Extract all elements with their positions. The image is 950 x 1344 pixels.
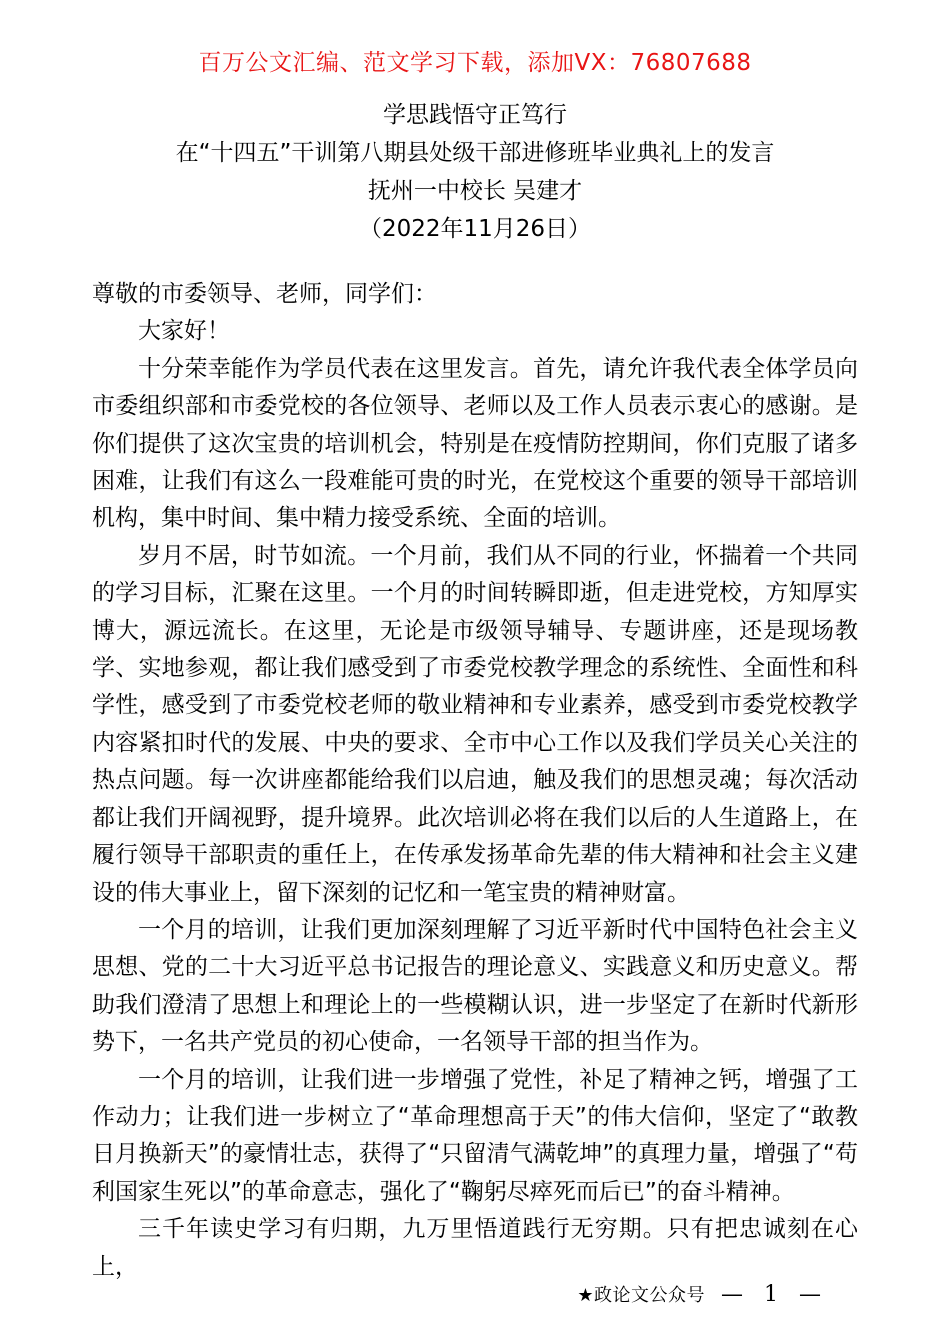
doc-subtitle: 在“十四五”干训第八期县处级干部进修班毕业典礼上的发言 xyxy=(175,140,775,166)
page-footer xyxy=(577,1281,828,1307)
paragraph-closing-line: 三千年读史学习有归期，九万里悟道践行无穷期。只有把忠诚刻在心上， xyxy=(92,1216,858,1280)
page-number: — 1 — xyxy=(721,1282,828,1307)
paragraph-salutation: 尊敬的市委领导、老师，同学们： xyxy=(92,281,437,307)
paragraph-party-spirit: 一个月的培训，让我们进一步增强了党性，补足了精神之钙，增强了工作动力；让我们进一步树立了“革命理想高于天”的伟大信仰，坚定了“敢教日月换新天”的豪情壮志，获得了“只留清气满乾坤”的真理力量，增强了“苟利国家生死以”的革命意志，强化了“鞠躬尽瘁死而后已”的奋斗精神。 xyxy=(92,1066,858,1205)
ad-banner-text: 百万公文汇编、范文学习下载，添加VX：76807688 xyxy=(198,50,752,76)
doc-date: （2022年11月26日） xyxy=(358,216,592,242)
paragraph-thanks: 十分荣幸能作为学员代表在这里发言。首先，请允许我代表全体学员向市委组织部和市委党校的各位领导、老师以及工作人员表示衷心的感谢。是你们提供了这次宝贵的培训机会，特别是在疫情防控期间，你们克服了诸多困难，让我们有这么一段难能可贵的时光，在党校这个重要的领导干部培训机构，集中时间、集中精力接受系统、全面的培训。 xyxy=(92,355,858,532)
footer-brand-label: ★政论文公众号 xyxy=(577,1285,706,1306)
paragraph-greeting: 大家好！ xyxy=(138,318,230,345)
title-block xyxy=(92,96,858,248)
document-body xyxy=(92,276,858,1286)
paragraph-training-experience: 岁月不居，时节如流。一个月前，我们从不同的行业，怀揣着一个共同的学习目标，汇聚在这里。一个月的时间转瞬即逝，但走进党校，方知厚实博大，源远流长。在这里，无论是市级领导辅导、专题讲座，还是现场教学、实地参观，都让我们感受到了市委党校教学理念的系统性、全面性和科学性，感受到了市委党校老师的敬业精神和专业素养，感受到市委党校教学内容紧扣时代的发展、中央的要求、全市中心工作以及我们学员关心关注的热点问题。每一次讲座都能给我们以启迪，触及我们的思想灵魂；每次活动都让我们开阔视野，提升境界。此次培训必将在我们以后的人生道路上，在履行领导干部职责的重任上，在传承发扬革命先辈的伟大精神和社会主义建设的伟大事业上，留下深刻的记忆和一笔宝贵的精神财富。 xyxy=(92,542,858,906)
doc-author: 抚州一中校长 吴建才 xyxy=(367,178,583,204)
doc-title: 学思践悟守正笃行 xyxy=(383,102,567,128)
paragraph-theory-understanding: 一个月的培训，让我们更加深刻理解了习近平新时代中国特色社会主义思想、党的二十大习近平总书记报告的理论意义、实践意义和历史意义。帮助我们澄清了思想上和理论上的一些模糊认识，进一步坚定了在新时代新形势下，一名共产党员的初心使命，一名领导干部的担当作为。 xyxy=(92,916,858,1056)
